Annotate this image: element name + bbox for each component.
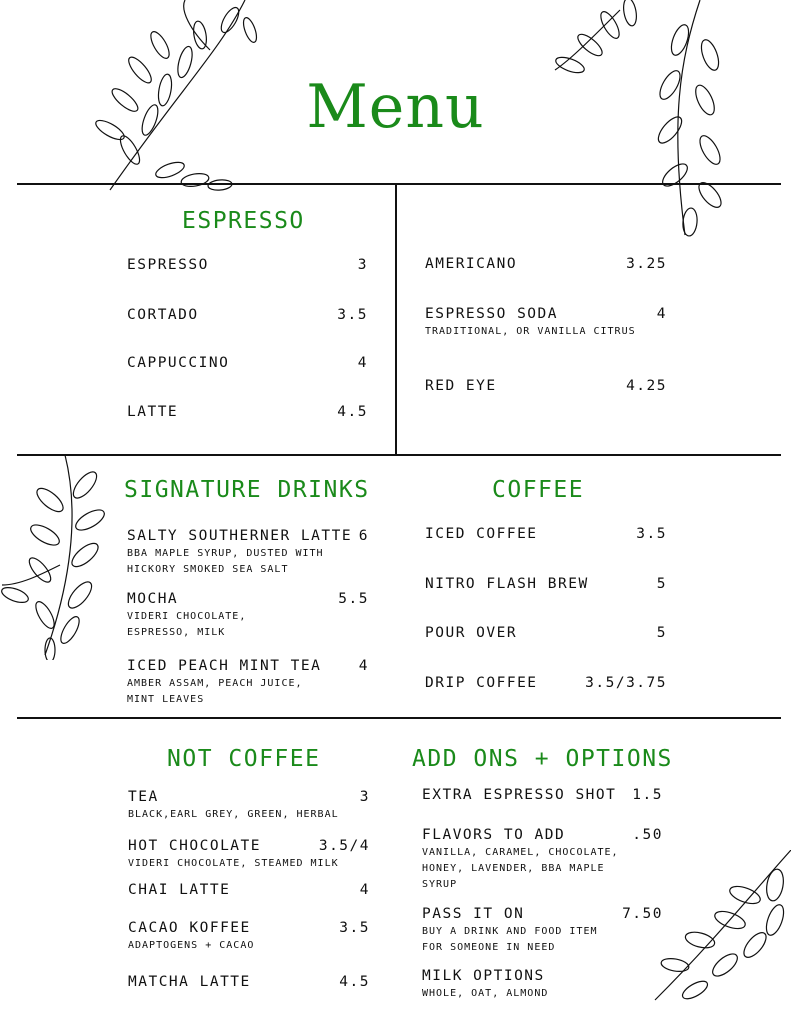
item-price: 6 [358,528,369,544]
item-name: MATCHA LATTE [128,974,251,990]
item-name: POUR OVER [425,625,518,641]
menu-item [425,378,667,394]
item-description: BLACK,EARL GREY, GREEN, HERBAL [128,809,339,820]
item-name: CHAI LATTE [128,882,231,898]
item-price: 3.5 [636,526,667,542]
item-description: ADAPTOGENS + CACAO [128,940,255,951]
menu-item [425,526,667,542]
item-price: 3.5/3.75 [585,675,667,691]
item-price: 4.25 [626,378,667,394]
divider [395,183,397,455]
section-heading-espresso: ESPRESSO [182,208,305,234]
item-name: EXTRA ESPRESSO SHOT [422,787,617,803]
menu-item [127,528,369,578]
menu-item [128,838,370,872]
menu-item [422,906,663,956]
item-description: BUY A DRINK AND FOOD ITEM FOR SOMEONE IN NEED [422,926,598,953]
menu-item [425,306,667,340]
item-price: 7.50 [622,906,663,922]
item-name: CAPPUCCINO [127,355,230,371]
menu-item [422,787,663,803]
item-description: AMBER ASSAM, PEACH JUICE, MINT LEAVES [127,678,303,705]
item-price: 3 [359,789,370,805]
menu-item [127,404,368,420]
item-price: 3.5 [339,920,370,936]
section-heading-coffee: COFFEE [492,477,585,503]
item-price: 4 [656,306,667,322]
leafy-branch-icon [0,455,115,660]
item-price: 3 [357,257,368,273]
menu-item [425,256,667,272]
item-price: 4.5 [337,404,368,420]
menu-item [128,789,370,823]
menu-item [128,974,370,990]
item-name: ICED PEACH MINT TEA [127,658,322,674]
menu-item [425,576,667,592]
menu-item [128,882,370,898]
item-name: SALTY SOUTHERNER LATTE [127,528,353,544]
menu-item [425,625,667,641]
divider [17,454,781,456]
item-description: VANILLA, CARAMEL, CHOCOLATE, HONEY, LAVENDER, BBA MAPLE SYRUP [422,847,619,890]
item-name: CORTADO [127,307,199,323]
item-price: 3.25 [626,256,667,272]
item-description: VIDERI CHOCOLATE, ESPRESSO, MILK [127,611,247,638]
item-price: 4 [357,355,368,371]
section-heading-add-ons: ADD ONS + OPTIONS [412,746,673,772]
menu-item [425,675,667,691]
item-price: 5.5 [338,591,369,607]
item-price: 4 [358,658,369,674]
leafy-branch-icon [645,850,791,1010]
item-price: 4.5 [339,974,370,990]
menu-item [127,257,368,273]
divider [17,183,781,185]
menu-item [127,591,369,641]
item-price: .50 [632,827,663,843]
item-name: AMERICANO [425,256,518,272]
item-name: TEA [128,789,159,805]
menu-item [127,355,368,371]
item-name: CACAO KOFFEE [128,920,251,936]
menu-item [127,307,368,323]
item-name: PASS IT ON [422,906,525,922]
item-name: NITRO FLASH BREW [425,576,589,592]
item-name: LATTE [127,404,179,420]
menu-item [127,658,369,708]
item-description: WHOLE, OAT, ALMOND [422,988,549,999]
item-price: 5 [656,576,667,592]
section-heading-not-coffee: NOT COFFEE [167,746,321,772]
item-description: VIDERI CHOCOLATE, STEAMED MILK [128,858,339,869]
item-price: 4 [359,882,370,898]
item-name: RED EYE [425,378,497,394]
item-description: BBA MAPLE SYRUP, DUSTED WITH HICKORY SMOKED SEA SALT [127,548,324,575]
item-name: MILK OPTIONS [422,968,545,984]
menu-item [422,968,663,1002]
item-name: DRIP COFFEE [425,675,538,691]
item-name: ESPRESSO SODA [425,306,558,322]
page-title: Menu [306,72,485,142]
item-name: FLAVORS TO ADD [422,827,566,843]
item-name: ESPRESSO [127,257,209,273]
menu-item [128,920,370,954]
menu-item [422,827,663,893]
item-name: ICED COFFEE [425,526,538,542]
item-price: 5 [656,625,667,641]
item-price: 3.5 [337,307,368,323]
item-price: 1.5 [632,787,663,803]
item-price: 3.5/4 [318,838,370,854]
item-name: MOCHA [127,591,179,607]
item-name: HOT CHOCOLATE [128,838,261,854]
section-heading-signature-drinks: SIGNATURE DRINKS [124,477,370,503]
item-description: TRADITIONAL, OR VANILLA CITRUS [425,326,636,337]
divider [17,717,781,719]
